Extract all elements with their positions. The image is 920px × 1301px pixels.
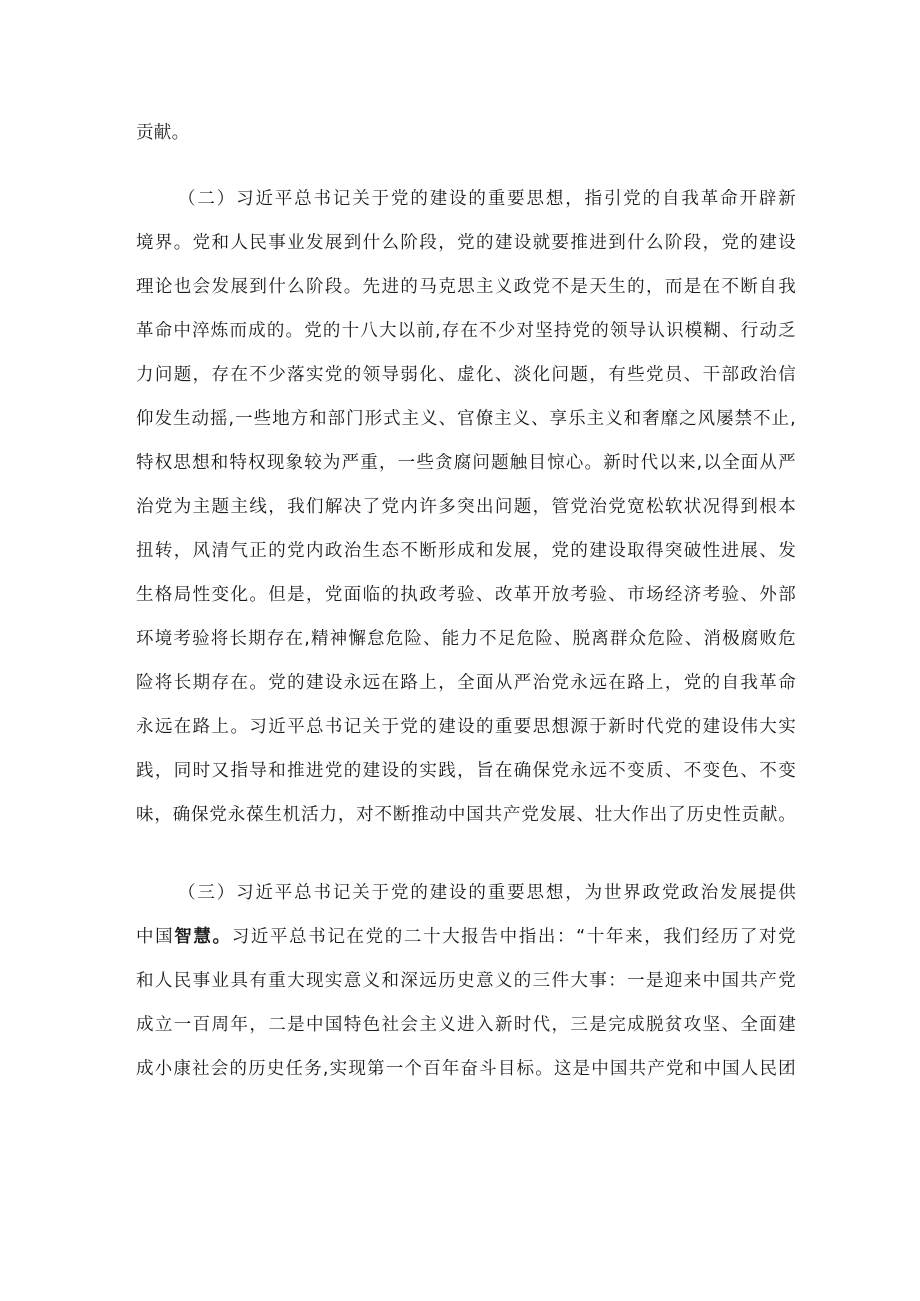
paragraph-2-line-8: 治党为主题主线，我们解决了党内许多突出问题，管党治党宽松软状况得到根本: [136, 497, 796, 517]
paragraph-2-line-1: （二）习近平总书记关于党的建设的重要思想，指引党的自我革命开辟新: [178, 189, 796, 209]
paragraph-2-line-14: 践，同时又指导和推进党的建设的实践，旨在确保党永远不变质、不变色、不变: [136, 761, 796, 781]
paragraph-2-line-5: 力问题，存在不少落实党的领导弱化、虚化、淡化问题，有些党员、干部政治信: [136, 365, 796, 385]
paragraph-3-line-5: 成小康社会的历史任务,实现第一个百年奋斗目标。这是中国共产党和中国人民团: [136, 1059, 796, 1079]
paragraph-2-line-10: 生格局性变化。但是，党面临的执政考验、改革开放考验、市场经济考验、外部: [136, 585, 796, 605]
paragraph-3-text: 习近平总书记在党的二十大报告中指出：“十年来，我们经历了对党: [231, 927, 796, 947]
paragraph-3-text: 中国: [136, 927, 175, 947]
paragraph-3-line-3: 和人民事业具有重大现实意义和深远历史意义的三件大事：一是迎来中国共产党: [136, 971, 796, 991]
paragraph-2-line-12: 险将长期存在。党的建设永远在路上，全面从严治党永远在路上，党的自我革命: [136, 673, 796, 693]
paragraph-1-line-1: 贡献。: [136, 123, 190, 143]
paragraph-3-line-1: （三）习近平总书记关于党的建设的重要思想，为世界政党政治发展提供: [178, 883, 796, 903]
paragraph-2-line-7: 特权思想和特权现象较为严重，一些贪腐问题触目惊心。新时代以来,以全面从严: [136, 453, 796, 473]
paragraph-2-line-13: 永远在路上。习近平总书记关于党的建设的重要思想源于新时代党的建设伟大实: [136, 717, 796, 737]
paragraph-2-line-4: 革命中淬炼而成的。党的十八大以前,存在不少对坚持党的领导认识模糊、行动乏: [136, 321, 796, 341]
paragraph-2-line-3: 理论也会发展到什么阶段。先进的马克思主义政党不是天生的，而是在不断自我: [136, 277, 796, 297]
paragraph-2-line-2: 境界。党和人民事业发展到什么阶段，党的建设就要推进到什么阶段，党的建设: [136, 233, 796, 253]
paragraph-2-line-6: 仰发生动摇,一些地方和部门形式主义、官僚主义、享乐主义和奢靡之风屡禁不止,: [136, 409, 796, 429]
paragraph-2-line-15: 味，确保党永葆生机活力，对不断推动中国共产党发展、壮大作出了历史性贡献。: [136, 805, 796, 825]
paragraph-2-line-11: 环境考验将长期存在,精神懈怠危险、能力不足危险、脱离群众危险、消极腐败危: [136, 629, 796, 649]
emphasis-text: 智慧。: [174, 927, 232, 947]
paragraph-2-line-9: 扭转，风清气正的党内政治生态不断形成和发展，党的建设取得突破性进展、发: [136, 541, 796, 561]
paragraph-3-line-2: [136, 922, 796, 952]
paragraph-3-line-4: 成立一百周年，二是中国特色社会主义进入新时代，三是完成脱贫攻坚、全面建: [136, 1015, 796, 1035]
